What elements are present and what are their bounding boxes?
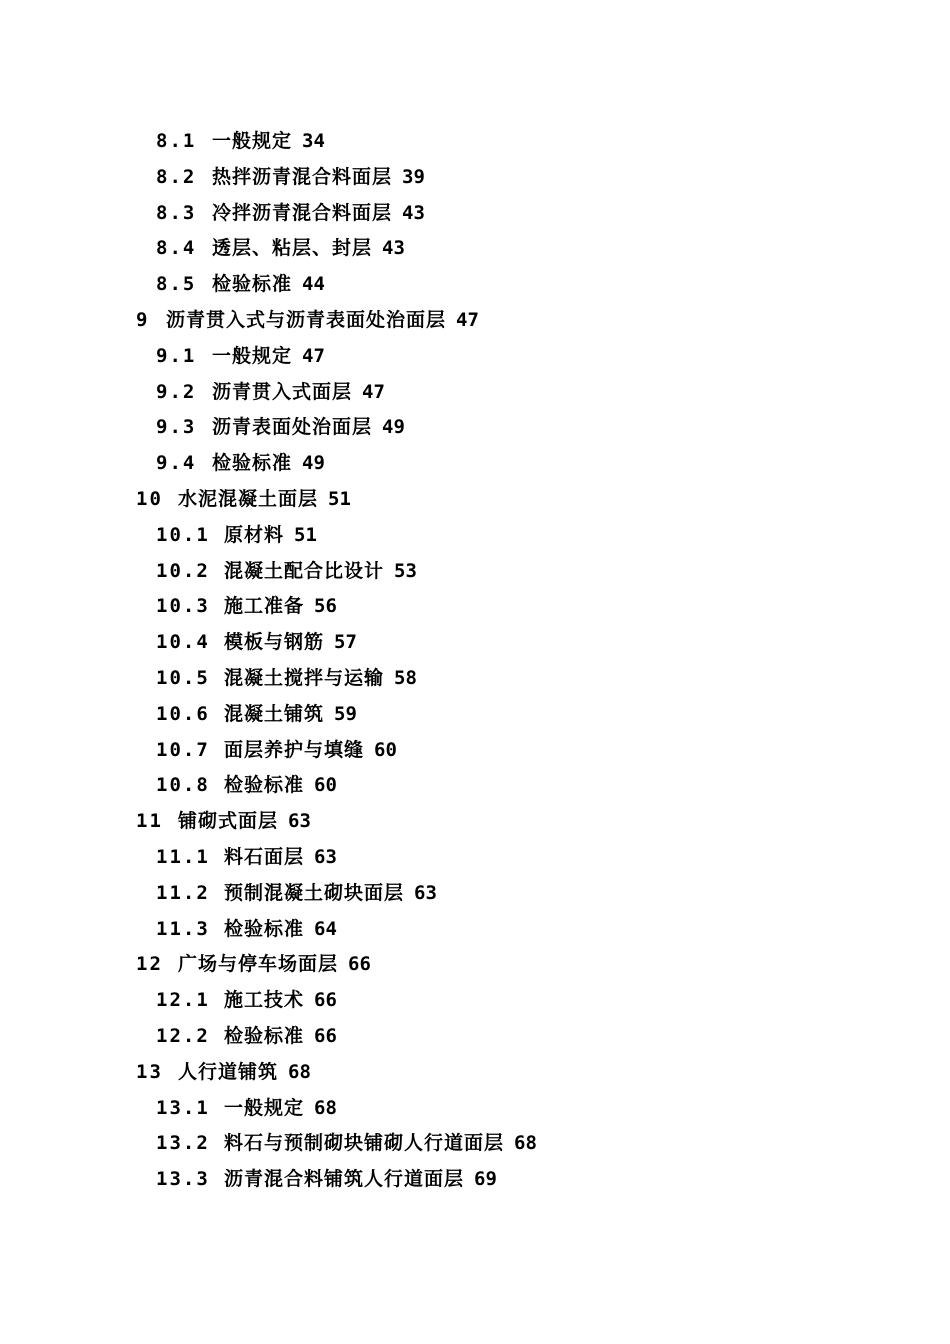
toc-section[interactable] [0, 733, 950, 769]
toc-number: 10 [136, 487, 163, 510]
toc-title: 模板与钢筋 [224, 631, 325, 654]
toc-page-number: 68 [514, 1132, 537, 1155]
toc-title: 广场与停车场面层 [178, 953, 339, 976]
toc-section[interactable] [0, 840, 950, 876]
toc-title: 铺砌式面层 [178, 810, 279, 833]
table-of-contents [0, 124, 950, 1198]
toc-title: 施工技术 [224, 989, 305, 1012]
toc-number: 9.4 [156, 452, 197, 475]
toc-page-number: 60 [374, 738, 397, 761]
toc-title: 冷拌沥青混合料面层 [212, 201, 393, 224]
toc-page-number: 59 [334, 702, 357, 725]
toc-title: 料石面层 [224, 845, 305, 868]
toc-page-number: 56 [314, 595, 337, 618]
toc-title: 透层、粘层、封层 [212, 237, 373, 260]
toc-title: 混凝土搅拌与运输 [224, 666, 385, 689]
toc-page-number: 49 [302, 452, 325, 475]
toc-number: 8.2 [156, 165, 197, 188]
toc-title: 施工准备 [224, 595, 305, 618]
toc-section[interactable] [0, 375, 950, 411]
toc-section[interactable] [0, 661, 950, 697]
toc-number: 11 [136, 810, 163, 833]
toc-title: 一般规定 [224, 1096, 305, 1119]
toc-section[interactable] [0, 554, 950, 590]
toc-title: 沥青表面处治面层 [212, 416, 373, 439]
toc-page-number: 47 [456, 308, 479, 331]
toc-chapter[interactable] [0, 1055, 950, 1091]
toc-chapter[interactable] [0, 303, 950, 339]
toc-chapter[interactable] [0, 482, 950, 518]
toc-title: 检验标准 [224, 917, 305, 940]
toc-page-number: 66 [314, 1024, 337, 1047]
toc-page-number: 47 [302, 344, 325, 367]
toc-section[interactable] [0, 1162, 950, 1198]
toc-page-number: 58 [394, 666, 417, 689]
toc-section[interactable] [0, 446, 950, 482]
toc-title: 混凝土铺筑 [224, 702, 325, 725]
toc-title: 预制混凝土砌块面层 [224, 881, 405, 904]
toc-section[interactable] [0, 196, 950, 232]
toc-number: 8.1 [156, 130, 197, 152]
toc-number: 11.1 [156, 845, 210, 868]
toc-number: 9.3 [156, 416, 197, 439]
toc-page-number: 64 [314, 917, 337, 940]
toc-page-number: 66 [314, 989, 337, 1012]
toc-number: 10.5 [156, 666, 210, 689]
toc-title: 料石与预制砌块铺砌人行道面层 [224, 1132, 505, 1155]
toc-section[interactable] [0, 589, 950, 625]
toc-page-number: 34 [302, 130, 325, 152]
toc-number: 8.5 [156, 273, 197, 296]
toc-number: 13.2 [156, 1132, 210, 1155]
toc-number: 13.3 [156, 1168, 210, 1191]
toc-number: 10.1 [156, 523, 210, 546]
toc-section[interactable] [0, 160, 950, 196]
toc-page-number: 66 [348, 953, 371, 976]
toc-page-number: 44 [302, 273, 325, 296]
toc-number: 9.2 [156, 380, 197, 403]
toc-section[interactable] [0, 876, 950, 912]
toc-title: 沥青贯入式与沥青表面处治面层 [166, 308, 447, 331]
toc-section[interactable] [0, 518, 950, 554]
toc-section[interactable] [0, 625, 950, 661]
toc-page-number: 51 [328, 487, 351, 510]
toc-title: 面层养护与填缝 [224, 738, 365, 761]
toc-page-number: 68 [288, 1060, 311, 1083]
toc-page-number: 69 [474, 1168, 497, 1191]
toc-number: 10.7 [156, 738, 210, 761]
toc-title: 一般规定 [212, 130, 293, 152]
toc-section[interactable] [0, 912, 950, 948]
toc-page-number: 43 [382, 237, 405, 260]
toc-page-number: 63 [414, 881, 437, 904]
toc-page-number: 49 [382, 416, 405, 439]
toc-page-number: 63 [288, 810, 311, 833]
toc-page-number: 53 [394, 559, 417, 582]
toc-section[interactable] [0, 768, 950, 804]
toc-page-number: 57 [334, 631, 357, 654]
toc-title: 检验标准 [212, 452, 293, 475]
toc-title: 检验标准 [212, 273, 293, 296]
toc-section[interactable] [0, 124, 950, 160]
toc-number: 9 [136, 308, 150, 331]
toc-number: 12.1 [156, 989, 210, 1012]
toc-title: 沥青贯入式面层 [212, 380, 353, 403]
toc-title: 检验标准 [224, 774, 305, 797]
toc-number: 10.6 [156, 702, 210, 725]
toc-number: 10.2 [156, 559, 210, 582]
toc-title: 原材料 [224, 523, 285, 546]
toc-page-number: 51 [294, 523, 317, 546]
toc-section[interactable] [0, 267, 950, 303]
toc-page-number: 39 [402, 165, 425, 188]
toc-number: 8.3 [156, 201, 197, 224]
toc-number: 11.3 [156, 917, 210, 940]
toc-section[interactable] [0, 231, 950, 267]
toc-page-number: 63 [314, 845, 337, 868]
toc-section[interactable] [0, 983, 950, 1019]
toc-title: 热拌沥青混合料面层 [212, 165, 393, 188]
toc-number: 12 [136, 953, 163, 976]
toc-number: 13.1 [156, 1096, 210, 1119]
toc-page-number: 68 [314, 1096, 337, 1119]
toc-title: 人行道铺筑 [178, 1060, 279, 1083]
toc-title: 检验标准 [224, 1024, 305, 1047]
toc-number: 9.1 [156, 344, 197, 367]
toc-section[interactable] [0, 339, 950, 375]
toc-number: 8.4 [156, 237, 197, 260]
toc-section[interactable] [0, 1091, 950, 1127]
toc-chapter[interactable] [0, 947, 950, 983]
toc-page-number: 43 [402, 201, 425, 224]
toc-title: 沥青混合料铺筑人行道面层 [224, 1168, 465, 1191]
toc-title: 一般规定 [212, 344, 293, 367]
toc-number: 13 [136, 1060, 163, 1083]
toc-section[interactable] [0, 410, 950, 446]
toc-number: 10.8 [156, 774, 210, 797]
toc-chapter[interactable] [0, 804, 950, 840]
toc-page-number: 60 [314, 774, 337, 797]
toc-section[interactable] [0, 1126, 950, 1162]
toc-section[interactable] [0, 1019, 950, 1055]
toc-number: 11.2 [156, 881, 210, 904]
toc-page-number: 47 [362, 380, 385, 403]
toc-title: 混凝土配合比设计 [224, 559, 385, 582]
toc-number: 10.4 [156, 631, 210, 654]
toc-number: 10.3 [156, 595, 210, 618]
toc-title: 水泥混凝土面层 [178, 487, 319, 510]
toc-number: 12.2 [156, 1024, 210, 1047]
toc-section[interactable] [0, 697, 950, 733]
